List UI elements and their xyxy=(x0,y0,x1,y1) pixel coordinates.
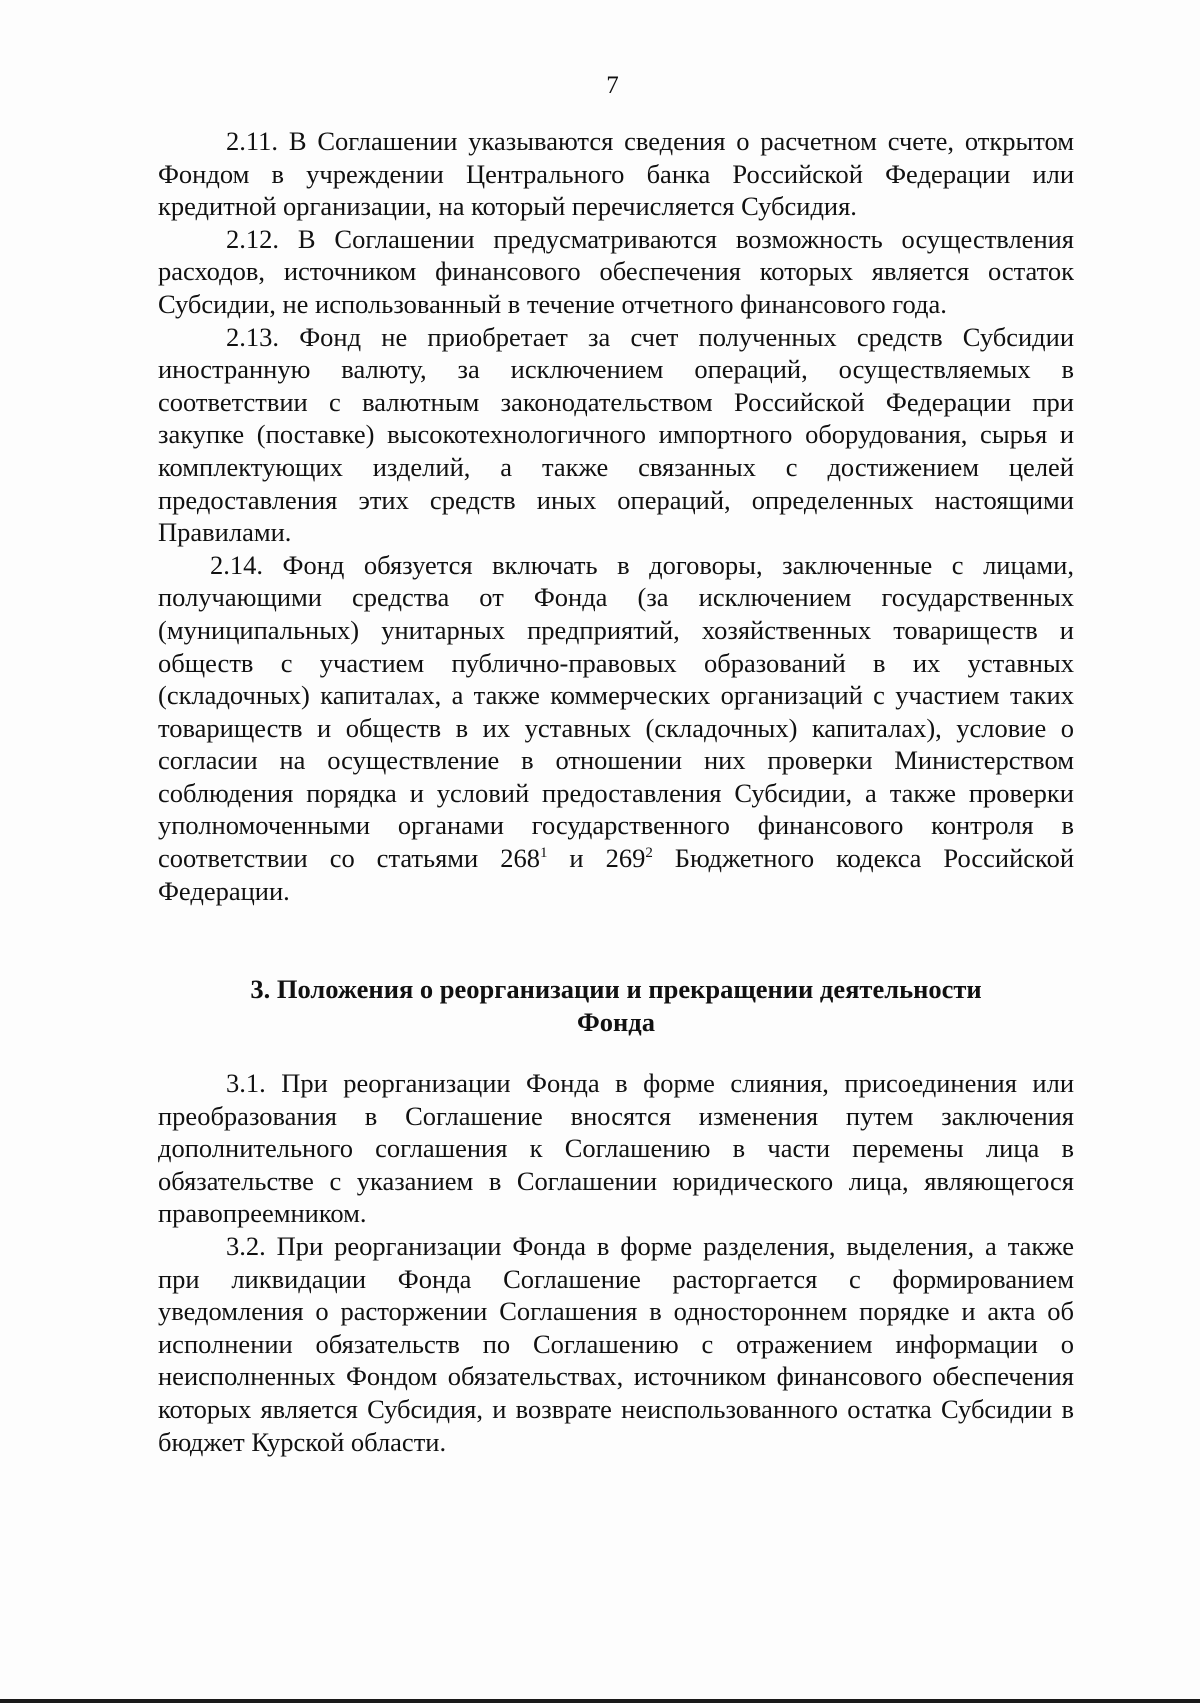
paragraph-2-11: 2.11. В Соглашении указываются сведения о расчетном счете, открытом Фондом в учреждении Центрального банка Российской Федерации или кредитной организации, на который перечисляется Субсидия. xyxy=(158,126,1074,222)
section-2-body xyxy=(158,125,1074,907)
paragraph-2-14 xyxy=(158,549,1074,908)
paragraph-3-2: 3.2. При реорганизации Фонда в форме разделения, выделения, а также при ликвидации Фонда Соглашение расторгается с формированием уведомления о расторжении Соглашения в одностороннем порядке и акта об исполнении обязательств по Соглашению с отражением информации о неисполненных Фондом обязательствах, источником финансового обеспечения которых является Субсидия, и возврате неиспользованного остатка Субсидии в бюджет Курской области. xyxy=(158,1230,1074,1457)
section-3-heading xyxy=(158,973,1074,1038)
article-269-superscript: 2 xyxy=(645,845,653,862)
section-3-body xyxy=(158,1067,1074,1458)
paragraph-3-1: 3.1. При реорганизации Фонда в форме слияния, присоединения или преобразования в Соглашение вносятся изменения путем заключения дополнительного соглашения к Соглашению в части перемены лица в обязательстве с указанием в Соглашении юридического лица, являющегося правопреемником. xyxy=(158,1068,1074,1229)
article-268-ref: 268 xyxy=(500,843,540,874)
page-number: 7 xyxy=(606,72,619,99)
scan-bottom-edge xyxy=(0,1699,1200,1703)
paragraph-2-12: 2.12. В Соглашении предусматриваются возможность осуществления расходов, источником финансового обеспечения которых является остаток Субсидии, не использованный в течение отчетного финансового года. xyxy=(158,223,1074,319)
paragraph-2-14-ending: Бюджетного кодекса Российской Федерации. xyxy=(158,843,1074,906)
article-connector: и xyxy=(547,843,606,874)
paragraph-2-13: 2.13. Фонд не приобретает за счет полученных средств Субсидии иностранную валюту, за исключением операций, осуществляемых в соответствии с валютным законодательством Российской Федерации при закупке (поставке) высокотехнологичного импортного оборудования, сырья и комплектующих изделий, а также связанных с достижением целей предоставления этих средств иных операций, определенных настоящими Правилами. xyxy=(158,321,1074,548)
section-3-heading-line-2: Фонда xyxy=(577,1006,655,1037)
section-3-heading-line-1: 3. Положения о реорганизации и прекращении деятельности xyxy=(250,974,982,1004)
article-269-ref: 269 xyxy=(605,843,646,874)
paragraph-2-14-text: 2.14. Фонд обязуется включать в договоры, заключенные с лицами, получающими средства от Фонда (за исключением государственных (муниципальных) унитарных предприятий, хозяйственных товариществ и обществ с участием публично-правовых образований в их уставных (складочных) капиталах, а также коммерческих организаций с участием таких товариществ и обществ в их уставных (складочных) капиталах), условие о согласии на осуществление в отношении них проверки Министерством соблюдения порядка и условий предоставления Субсидии, а также проверки уполномоченными органами государственного финансового контроля в соответствии со статьями xyxy=(158,549,1074,874)
article-268-superscript: 1 xyxy=(539,845,548,862)
